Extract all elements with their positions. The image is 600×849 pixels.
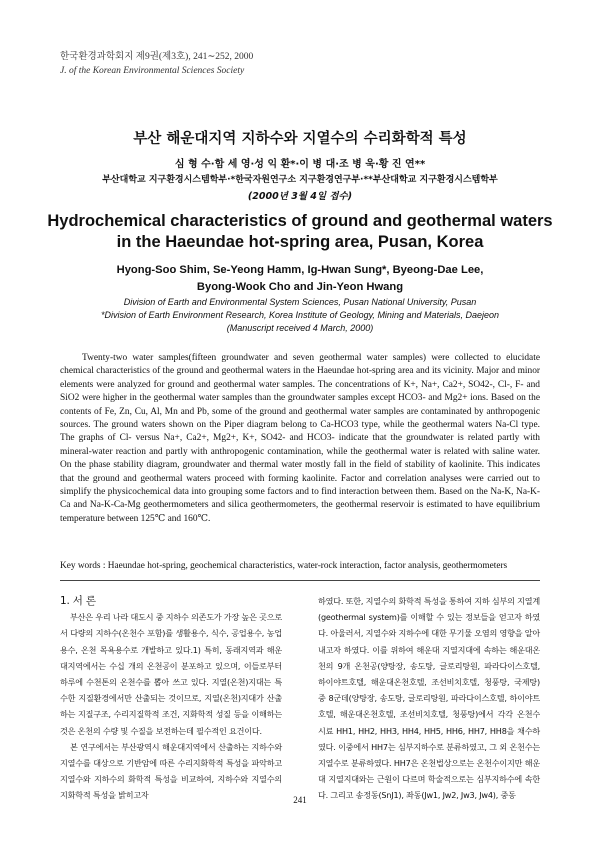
section-heading-introduction: 1. 서 론 [60,595,96,607]
paragraph: 하였다. 또한, 지열수의 화학적 특성을 통하여 지하 심부의 지열계(geothermal system)를 이해할 수 있는 정보들을 얻고자 하였다. 아울러서, 지열수와 지하수에 대한 무기물 오염의 영향을 알아내고자 하였다. 이를 위하여 해운대 지열지대에 속하는 해운대온천의 9개 온천공(양탕장, 송도탕, 글로리탕원, 파라다이스호텔, 하이야트호텔, 해운대온천호텔, 조선비치호텔, 청풍탕, 국제탕) 중 8군데(양탕장, 송도탕, 글로리탕원, 파라다이스호텔, 하이야트호텔, 해운대온천호텔, 조선비치호텔, 청풍탕)에서 각각 온천수 시료 HH1, HH2, HH3, HH4, HH5, HH6, HH7, HH8을 채수하였다. 이중에서 HH7는 심부지하수로 분류하였고, 그 외 온천수는 지열수로 분류하였다. HH7은 온천법상으로는 온천수이지만 해운대 지열지대와는 근원이 다르며 학술적으로는 심부지하수에 속한다. 그리고 송정동(SnJ1), 좌동(Jw1, Jw2, Jw3, Jw4), 중동 [318,596,540,801]
english-title [0,211,600,253]
korean-title: 부산 해운대지역 지하수와 지열수의 수리화학적 특성 [133,131,467,147]
korean-affiliations: 부산대학교 지구환경시스템학부·*한국자원연구소 지구환경연구부·**부산대학교 지구환경시스템학부 [102,175,498,185]
english-authors-line-1: Hyong-Soo Shim, Se-Yeong Hamm, Ig-Hwan Sung*, Byeong-Dae Lee, [116,264,484,276]
english-title-line-1: Hydrochemical characteristics of ground and geothermal waters [47,212,553,230]
korean-received-date: (2000년 3월 4일 접수) [247,191,353,202]
korean-authors: 심 형 수·함 세 영·성 익 환*·이 병 대·조 병 욱·황 진 연** [174,159,426,170]
english-affiliations [0,296,600,335]
journal-citation [60,50,253,78]
journal-english: J. of the Korean Environmental Sciences Society [60,66,245,76]
keywords: Key words : Haeundae hot-spring, geochemical characteristics, water-rock interaction, factor analysis, geothermometers [60,561,508,571]
divider [60,580,540,581]
english-authors-line-2: Byong-Wook Cho and Jin-Yeon Hwang [196,281,404,293]
english-title-line-2: in the Haeundae hot-spring area, Pusan, Korea [116,233,484,251]
affiliation-kigam: *Division of Earth Environment Research, Korea Institute of Geology, Mining and Materials, Daejeon [100,310,500,320]
paragraph: 부산은 우리 나라 대도시 중 지하수 의존도가 가장 높은 곳으로서 다량의 지하수(온천수 포함)를 생활용수, 식수, 공업용수, 농업용수, 온천 목욕용수로 개발하고 있다.1) 특히, 동래지역과 해운대지역에서는 수십 개의 온천공이 분포하고 있으며, 이들로부터 하루에 수천톤의 온천수를 뽑아 쓰고 있다. 지열(온천)지대는 특수한 지질환경에서만 산출되는 것이므로, 지열(온천)지대가 산출하는 지질구조, 수리지질학적 조건, 지화학적 성질 등을 이해하는 것은 온천의 수량 및 수질을 보전하는데 필수적인 요건이다. [60,612,282,736]
manuscript-received: (Manuscript received 4 March, 2000) [226,323,374,333]
english-authors [0,262,600,296]
paragraph: 본 연구에서는 부산광역시 해운대지역에서 산출하는 지하수와 지열수를 대상으로 기반암에 따른 수리지화학적 특성을 파악하고 지열수와 지하수의 화학적 특성을 비교하여, 지하수와 지열수의 지화학적 특성을 밝히고자 [60,741,282,801]
body-column-left [60,593,282,804]
journal-korean: 한국환경과학회지 제9권(제3호), 241∼252, 2000 [60,52,254,62]
page-number: 241 [293,795,307,805]
abstract [60,352,540,526]
body-column-right [318,593,540,804]
abstract-text: Twenty-two water samples(fifteen groundwater and seven geothermal water samples) were collected to elucidate chemical characteristics of the ground and geothermal waters in the Haeundae hot-spring area and its vicinity. Major and minor elements were analyzed for ground and geothermal water samples. The concentrations of K+, Na+, Ca2+, SO42-, Cl-, F- and SiO2 were higher in the geothermal water samples than the groundwater samples except HCO3- and Mg2+ ions. Based on the contents of Fe, Zn, Cu, Al, Mn and Pb, some of the ground and geothermal water samples are contaminated by anthropogenic sources. The ground waters shown on the Piper diagram belong to Ca-HCO3 type, while the geothermal waters Na-Cl type. The graphs of Cl- versus Na+, Ca2+, Mg2+, K+, SO42- and HCO3- indicate that the groundwater is related partly with mineral-water reaction and partly with anthropogenic contamination, while the geothermal water is related with saline water. On the phase stability diagram, groundwater and thermal water mostly fall in the field of stability of kaolinite. This indicates that the ground and geothermal waters proceed with forming kaolinite. Factor and correlation analyses were carried out to simplify the physicochemical data into grouping some factors and to find interaction between them. Based on the Na-K, Na-K-Ca and Na-K-Ca-Mg geothermometers and silica geothermometers, the geothermal reservoir is estimated to have equilibrium temperature between 125℃ and 160℃. [60,353,540,524]
affiliation-pusan: Division of Earth and Environmental System Sciences, Pusan National University, Pusan [123,297,477,307]
